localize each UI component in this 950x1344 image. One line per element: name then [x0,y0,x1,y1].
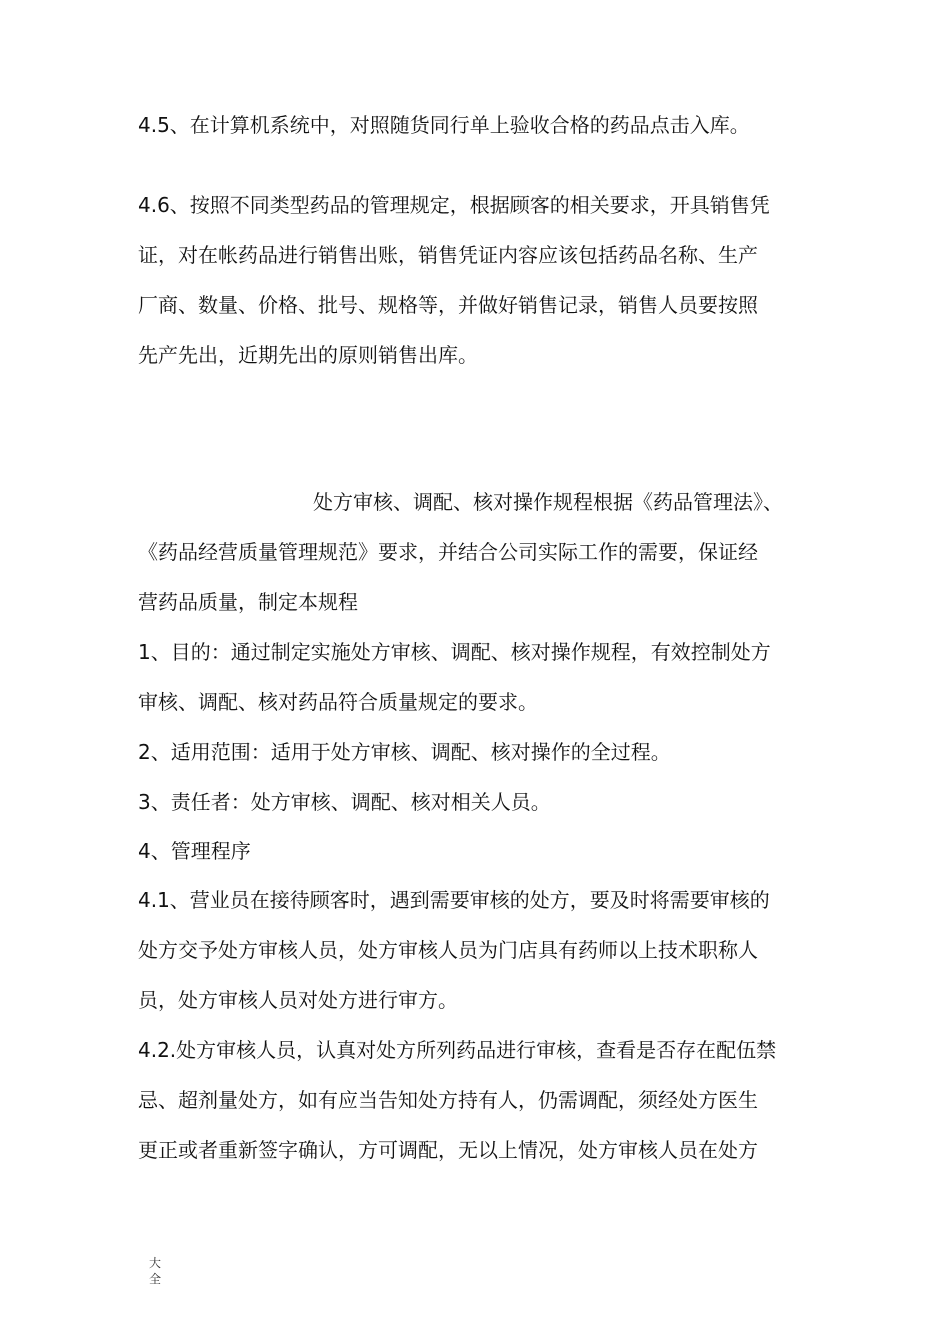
step-4-2-line: 忌、超剂量处方，如有应当告知处方持有人，仍需调配，须经处方医生 [138,1088,758,1112]
footer-mark [149,1255,163,1287]
step-4-1-line: 处方交予处方审核人员，处方审核人员为门店具有药师以上技术职称人 [138,938,758,962]
management-heading: 4、管理程序 [138,839,251,863]
procedure-intro-line: 《药品经营质量管理规范》要求，并结合公司实际工作的需要，保证经 [138,540,758,564]
purpose-line: 审核、调配、核对药品符合质量规定的要求。 [138,690,538,714]
procedure-intro-line: 营药品质量，制定本规程 [138,590,358,614]
step-4-2-line: 4.2.处方审核人员，认真对处方所列药品进行审核，查看是否存在配伍禁 [138,1038,777,1062]
step-4-1-line: 员，处方审核人员对处方进行审方。 [138,988,458,1012]
step-4-1-line: 4.1、营业员在接待顾客时，遇到需要审核的处方，要及时将需要审核的 [138,888,770,912]
scope-line: 2、适用范围：适用于处方审核、调配、核对操作的全过程。 [138,740,671,764]
section-4-6-line: 先产先出，近期先出的原则销售出库。 [138,343,478,367]
responsible-line: 3、责任者：处方审核、调配、核对相关人员。 [138,790,551,814]
section-4-6-line: 证，对在帐药品进行销售出账，销售凭证内容应该包括药品名称、生产 [138,243,758,267]
footer-mark-char: 大 [149,1256,162,1270]
purpose-line: 1、目的：通过制定实施处方审核、调配、核对操作规程，有效控制处方 [138,640,771,664]
section-4-6-line: 4.6、按照不同类型药品的管理规定，根据顾客的相关要求，开具销售凭 [138,193,770,217]
footer-mark-char: 全 [149,1272,162,1286]
step-4-2-line: 更正或者重新签字确认，方可调配，无以上情况，处方审核人员在处方 [138,1138,758,1162]
section-4-5: 4.5、在计算机系统中，对照随货同行单上验收合格的药品点击入库。 [138,113,750,137]
section-4-6-line: 厂商、数量、价格、批号、规格等，并做好销售记录，销售人员要按照 [138,293,758,317]
procedure-title: 处方审核、调配、核对操作规程根据《药品管理法》、 [313,490,783,514]
